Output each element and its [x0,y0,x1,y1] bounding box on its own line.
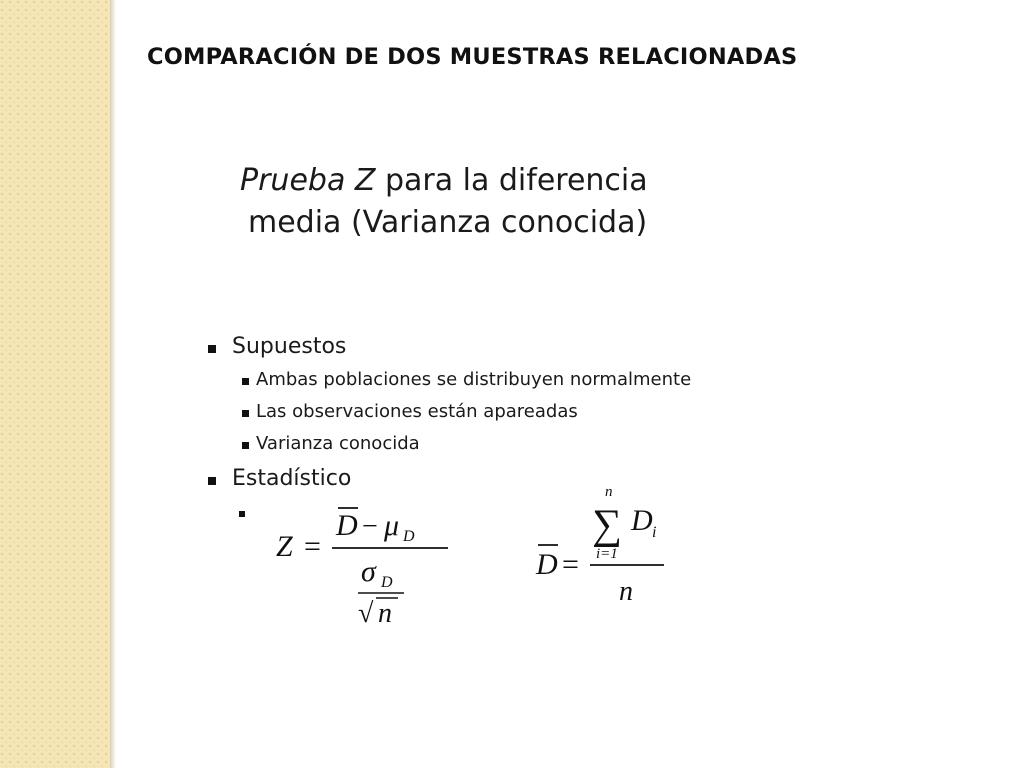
sub-bullet: Varianza conocida [232,428,691,460]
slide-title: COMPARACIÓN DE DOS MUESTRAS RELACIONADAS [147,44,798,70]
sub-bullet: Ambas poblaciones se distribuyen normalmente [232,364,691,396]
sum-term: D [631,504,653,537]
mean-lhs: D [536,548,558,581]
z-minus: − [362,511,378,542]
z-equals: = [304,530,321,563]
z-sigma: σ [361,555,376,588]
sub-bullet: Las observaciones están apareadas [232,396,691,428]
subtitle-line1-rest: para la diferencia [375,163,648,198]
z-lhs: Z [276,530,293,563]
bullet-label: Estadístico [232,466,352,491]
z-mu: μ [384,509,400,542]
side-band-shadow [110,0,116,768]
sum-lower: i=1 [596,546,618,562]
bullet-list [206,332,691,494]
supuestos-sublist [232,364,691,460]
mean-denominator: n [619,576,633,607]
mean-difference-formula [528,478,678,608]
sum-upper: n [605,484,613,500]
sum-term-sub: i [652,524,657,541]
z-sigma-sub: D [381,574,393,591]
bullet-label: Supuestos [232,334,347,359]
z-sqrt-arg: n [378,598,392,629]
decorative-side-band [0,0,110,768]
z-statistic-formula [270,495,460,635]
z-num-var: D [336,509,358,542]
subtitle-line2: media (Varianza conocida) [248,205,648,240]
z-mu-sub: D [403,528,415,545]
sum-symbol: ∑ [592,502,622,548]
mean-equals: = [562,548,579,581]
empty-sub-bullet [239,511,245,517]
subtitle-italic: Prueba Z [240,163,376,198]
bullet-supuestos [206,332,691,460]
slide-subtitle [240,160,740,244]
z-sqrt: √ [358,598,374,629]
